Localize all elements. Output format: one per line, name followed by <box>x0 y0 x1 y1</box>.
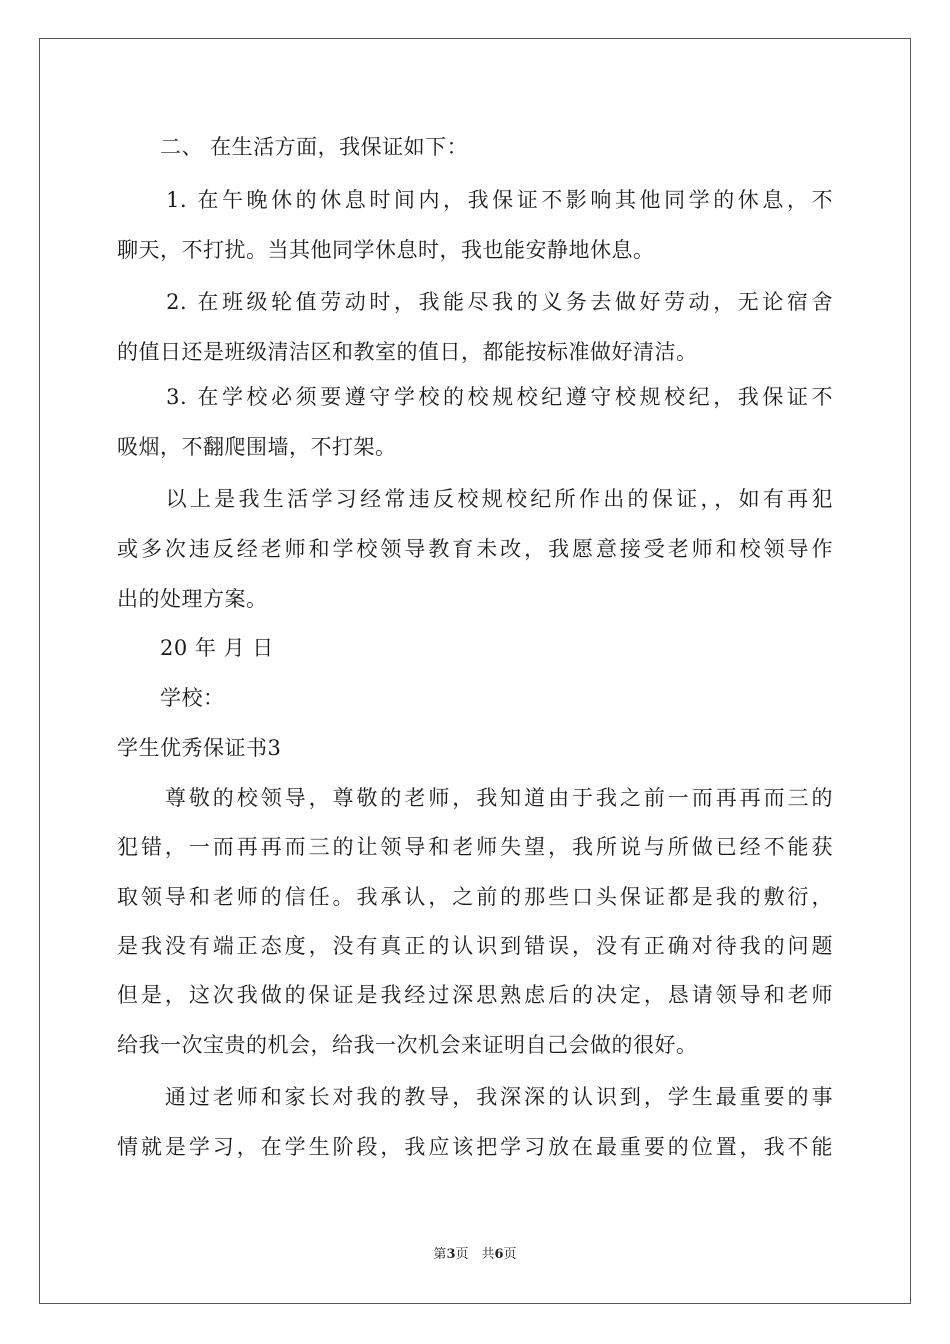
text-line: 给我一次宝贵的机会，给我一次机会来证明自己会做的很好。 <box>117 1033 698 1057</box>
text-line: 但是，这次我做的保证是我经过深思熟虑后的决定，恳请领导和老师 <box>117 983 833 1007</box>
text-line: 尊敬的校领导，尊敬的老师，我知道由于我之前一而再再而三的 <box>117 786 833 810</box>
page-mid: 页 共 <box>455 1247 495 1262</box>
text-line: 二、 在生活方面，我保证如下： <box>117 135 469 159</box>
text-line: 取领导和老师的信任。我承认，之前的那些口头保证都是我的敷衍， <box>117 885 833 909</box>
text-line: 通过老师和家长对我的教导，我深深的认识到，学生最重要的事 <box>117 1085 833 1109</box>
text-line: 犯错，一而再再而三的让领导和老师失望，我所说与所做已经不能获 <box>117 835 833 859</box>
page-prefix: 第 <box>433 1247 447 1262</box>
text-line: 学校： <box>117 686 225 710</box>
text-line: 以上是我生活学习经常违反校规校纪所作出的保证，，如有再犯 <box>117 487 833 511</box>
page-footer <box>0 1246 950 1264</box>
text-line: 或多次违反经老师和学校领导教育未改，我愿意接受老师和校领导作 <box>117 537 833 561</box>
text-line: 20 年 月 日 <box>117 636 274 660</box>
text-line: 1. 在午晚休的休息时间内，我保证不影响其他同学的休息，不 <box>117 188 833 212</box>
current-page-number: 3 <box>446 1247 456 1262</box>
text-line: 吸烟，不翻爬围墙，不打架。 <box>117 435 397 459</box>
page-border <box>39 38 911 1304</box>
text-line: 的值日还是班级清洁区和教室的值日，都能按标准做好清洁。 <box>117 340 698 364</box>
total-pages-number: 6 <box>494 1247 504 1262</box>
text-line: 是我没有端正态度，没有真正的认识到错误，没有正确对待我的问题 <box>117 934 833 958</box>
text-line: 出的处理方案。 <box>117 587 268 611</box>
section-title: 学生优秀保证书3 <box>117 736 282 760</box>
text-line: 情就是学习，在学生阶段，我应该把学习放在最重要的位置，我不能 <box>117 1135 833 1159</box>
text-line: 3. 在学校必须要遵守学校的校规校纪遵守校规校纪，我保证不 <box>117 385 833 409</box>
page-suffix: 页 <box>503 1247 517 1262</box>
text-line: 2. 在班级轮值劳动时，我能尽我的义务去做好劳动，无论宿舍 <box>117 290 833 314</box>
text-line: 聊天，不打扰。当其他同学休息时，我也能安静地休息。 <box>117 238 655 262</box>
